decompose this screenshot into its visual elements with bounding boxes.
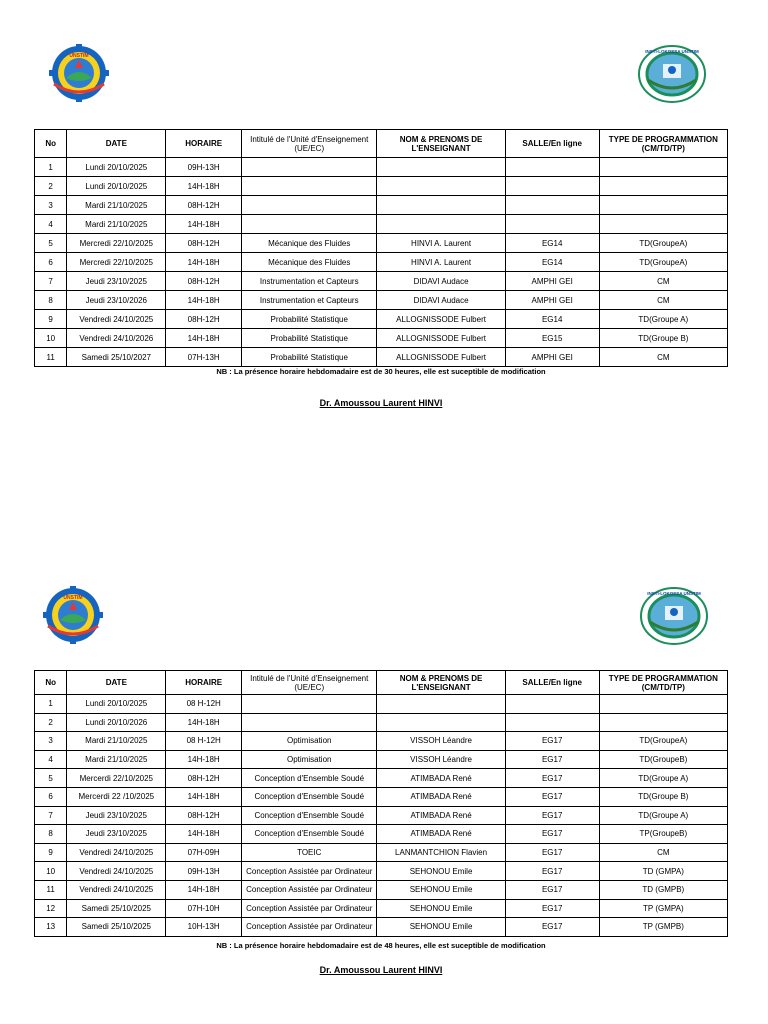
table-row [35, 880, 728, 899]
cell-horaire: 08H-12H [166, 310, 242, 329]
cell-ue: Conception d'Ensemble Soudé [242, 806, 377, 825]
cell-date: Samedi 25/10/2027 [67, 348, 166, 367]
cell-type: CM [599, 291, 727, 310]
cell-date: Mardi 21/10/2025 [67, 750, 166, 769]
cell-type: TD (GMPB) [599, 880, 727, 899]
col-type: TYPE DE PROGRAMMATION (CM/TD/TP) [599, 671, 727, 695]
table-row [35, 899, 728, 918]
cell-no: 10 [35, 329, 67, 348]
unstim-logo-text: UNSTIM [69, 53, 89, 59]
table-row [35, 769, 728, 788]
cell-ue: Probabilité Statistique [242, 329, 377, 348]
cell-no: 8 [35, 291, 67, 310]
cell-horaire: 08H-12H [166, 806, 242, 825]
cell-horaire: 14H-18H [166, 291, 242, 310]
cell-enseignant [377, 713, 505, 732]
table-row [35, 234, 728, 253]
cell-salle: EG17 [505, 806, 599, 825]
cell-horaire: 14H-18H [166, 329, 242, 348]
cell-no: 6 [35, 253, 67, 272]
table-row [35, 918, 728, 937]
insti-logo-text: INSTI-LOKOSSA UNSTIM [647, 591, 701, 596]
table-row [35, 713, 728, 732]
cell-enseignant [377, 215, 505, 234]
schedule-table-1 [34, 129, 728, 367]
table-row [35, 253, 728, 272]
cell-ue: Conception Assistée par Ordinateur [242, 862, 377, 881]
cell-salle [505, 196, 599, 215]
note-2: NB : La présence horaire hebdomadaire est de 48 heures, elle est suceptible de modification [216, 941, 546, 950]
cell-horaire: 08 H-12H [166, 732, 242, 751]
cell-salle [505, 695, 599, 714]
cell-enseignant [377, 196, 505, 215]
cell-date: Vendredi 24/10/2026 [67, 329, 166, 348]
cell-type: TD (GMPA) [599, 862, 727, 881]
cell-type [599, 215, 727, 234]
col-ue: Intitulé de l'Unité d'Enseignement (UE/EC) [242, 130, 377, 158]
cell-enseignant: HINVI A. Laurent [377, 234, 505, 253]
cell-date: Vendredi 24/10/2025 [67, 862, 166, 881]
cell-salle: EG17 [505, 918, 599, 937]
cell-type [599, 713, 727, 732]
cell-ue [242, 196, 377, 215]
schedule-table-2 [34, 670, 728, 937]
cell-salle: EG17 [505, 787, 599, 806]
cell-ue [242, 713, 377, 732]
cell-date: Vendredi 24/10/2025 [67, 880, 166, 899]
cell-horaire: 14H-18H [166, 215, 242, 234]
cell-enseignant: VISSOH Léandre [377, 732, 505, 751]
cell-date: Lundi 20/10/2025 [67, 177, 166, 196]
col-enseignant: NOM & PRENOMS DE L'ENSEIGNANT [377, 130, 505, 158]
table-row [35, 158, 728, 177]
cell-horaire: 07H-10H [166, 899, 242, 918]
unstim-logo-text: UNSTIM [63, 595, 83, 601]
cell-ue: Conception d'Ensemble Soudé [242, 825, 377, 844]
cell-no: 7 [35, 806, 67, 825]
cell-type: TP (GMPA) [599, 899, 727, 918]
cell-date: Mercredi 22/10/2025 [67, 234, 166, 253]
cell-no: 8 [35, 825, 67, 844]
cell-ue: Instrumentation et Capteurs [242, 291, 377, 310]
cell-salle: EG17 [505, 843, 599, 862]
cell-ue: TOEIC [242, 843, 377, 862]
cell-date: Jeudi 23/10/2025 [67, 825, 166, 844]
cell-date: Mardi 21/10/2025 [67, 732, 166, 751]
cell-enseignant: ATIMBADA René [377, 825, 505, 844]
table-row [35, 750, 728, 769]
cell-salle [505, 177, 599, 196]
cell-salle: EG17 [505, 769, 599, 788]
table-header-row [35, 671, 728, 695]
cell-horaire: 08H-12H [166, 196, 242, 215]
cell-no: 1 [35, 158, 67, 177]
cell-enseignant [377, 177, 505, 196]
cell-salle: EG14 [505, 234, 599, 253]
cell-horaire: 14H-18H [166, 880, 242, 899]
cell-no: 4 [35, 750, 67, 769]
cell-enseignant: ATIMBADA René [377, 787, 505, 806]
cell-type: TD(GroupeA) [599, 234, 727, 253]
cell-type: TP(GroupeB) [599, 825, 727, 844]
insti-logo-text: INSTI-LOKOSSA UNSTIM [645, 49, 699, 54]
cell-no: 5 [35, 769, 67, 788]
table-row [35, 787, 728, 806]
cell-type: TD(Groupe B) [599, 329, 727, 348]
cell-horaire: 08H-12H [166, 272, 242, 291]
col-date: DATE [67, 671, 166, 695]
cell-type: CM [599, 272, 727, 291]
cell-salle: EG17 [505, 899, 599, 918]
cell-enseignant: ATIMBADA René [377, 769, 505, 788]
cell-horaire: 09H-13H [166, 862, 242, 881]
insti-lokossa-logo [636, 44, 708, 104]
cell-salle [505, 158, 599, 177]
cell-no: 11 [35, 348, 67, 367]
cell-type: TD(Groupe A) [599, 769, 727, 788]
table-row [35, 825, 728, 844]
table-row [35, 348, 728, 367]
table-header-row [35, 130, 728, 158]
note-1: NB : La présence horaire hebdomadaire est de 30 heures, elle est suceptible de modification [216, 367, 546, 376]
cell-enseignant: SEHONOU Emile [377, 862, 505, 881]
cell-enseignant: ALLOGNISSODE Fulbert [377, 348, 505, 367]
signature-1: Dr. Amoussou Laurent HINVI [319, 398, 443, 408]
signature-2: Dr. Amoussou Laurent HINVI [319, 965, 443, 975]
cell-type: CM [599, 843, 727, 862]
table-row [35, 215, 728, 234]
col-salle: SALLE/En ligne [505, 130, 599, 158]
cell-enseignant: DIDAVI Audace [377, 272, 505, 291]
cell-horaire: 08 H-12H [166, 695, 242, 714]
table-row [35, 732, 728, 751]
cell-no: 1 [35, 695, 67, 714]
cell-no: 2 [35, 713, 67, 732]
cell-salle: EG17 [505, 862, 599, 881]
table-row [35, 177, 728, 196]
cell-no: 13 [35, 918, 67, 937]
col-horaire: HORAIRE [166, 671, 242, 695]
table-row [35, 272, 728, 291]
cell-no: 6 [35, 787, 67, 806]
cell-date: Mercredi 22/10/2025 [67, 253, 166, 272]
col-ue: Intitulé de l'Unité d'Enseignement (UE/EC) [242, 671, 377, 695]
cell-no: 2 [35, 177, 67, 196]
cell-salle [505, 215, 599, 234]
cell-type: TD(Groupe A) [599, 310, 727, 329]
cell-date: Mercerdi 22 /10/2025 [67, 787, 166, 806]
cell-ue: Conception d'Ensemble Soudé [242, 769, 377, 788]
cell-type [599, 158, 727, 177]
cell-salle: AMPHI GEI [505, 272, 599, 291]
col-no: No [35, 671, 67, 695]
cell-date: Jeudi 23/10/2025 [67, 272, 166, 291]
table-row [35, 695, 728, 714]
cell-ue: Instrumentation et Capteurs [242, 272, 377, 291]
cell-type [599, 695, 727, 714]
cell-no: 10 [35, 862, 67, 881]
cell-no: 9 [35, 310, 67, 329]
cell-ue: Conception Assistée par Ordinateur [242, 918, 377, 937]
unstim-logo [40, 44, 118, 102]
cell-salle: AMPHI GEI [505, 291, 599, 310]
cell-salle: AMPHI GEI [505, 348, 599, 367]
cell-no: 5 [35, 234, 67, 253]
cell-ue: Conception Assistée par Ordinateur [242, 899, 377, 918]
cell-enseignant [377, 695, 505, 714]
cell-salle: EG17 [505, 880, 599, 899]
cell-horaire: 07H-09H [166, 843, 242, 862]
col-enseignant: NOM & PRENOMS DE L'ENSEIGNANT [377, 671, 505, 695]
cell-horaire: 14H-18H [166, 713, 242, 732]
cell-horaire: 10H-13H [166, 918, 242, 937]
cell-horaire: 09H-13H [166, 158, 242, 177]
cell-enseignant: HINVI A. Laurent [377, 253, 505, 272]
cell-enseignant: SEHONOU Emile [377, 899, 505, 918]
cell-ue: Conception d'Ensemble Soudé [242, 787, 377, 806]
cell-type: TD(Groupe A) [599, 806, 727, 825]
cell-enseignant: DIDAVI Audace [377, 291, 505, 310]
unstim-logo [34, 586, 112, 644]
table-row [35, 862, 728, 881]
cell-no: 9 [35, 843, 67, 862]
cell-type: TP (GMPB) [599, 918, 727, 937]
col-date: DATE [67, 130, 166, 158]
cell-enseignant: SEHONOU Emile [377, 880, 505, 899]
cell-enseignant: ALLOGNISSODE Fulbert [377, 310, 505, 329]
cell-date: Lundi 20/10/2026 [67, 713, 166, 732]
cell-no: 3 [35, 732, 67, 751]
cell-horaire: 14H-18H [166, 825, 242, 844]
cell-ue [242, 158, 377, 177]
cell-type [599, 177, 727, 196]
cell-ue: Mécanique des Fluides [242, 234, 377, 253]
col-salle: SALLE/En ligne [505, 671, 599, 695]
cell-enseignant: ATIMBADA René [377, 806, 505, 825]
table-row [35, 843, 728, 862]
cell-date: Lundi 20/10/2025 [67, 695, 166, 714]
cell-horaire: 08H-12H [166, 769, 242, 788]
cell-horaire: 14H-18H [166, 253, 242, 272]
cell-type: CM [599, 348, 727, 367]
cell-date: Vendredi 24/10/2025 [67, 310, 166, 329]
col-no: No [35, 130, 67, 158]
cell-type: TD(Groupe B) [599, 787, 727, 806]
cell-horaire: 07H-13H [166, 348, 242, 367]
table-row [35, 806, 728, 825]
cell-date: Mardi 21/10/2025 [67, 196, 166, 215]
table-row [35, 196, 728, 215]
cell-no: 11 [35, 880, 67, 899]
cell-ue: Conception Assistée par Ordinateur [242, 880, 377, 899]
cell-date: Samedi 25/10/2025 [67, 918, 166, 937]
cell-enseignant: ALLOGNISSODE Fulbert [377, 329, 505, 348]
cell-no: 12 [35, 899, 67, 918]
cell-horaire: 14H-18H [166, 750, 242, 769]
cell-ue: Probabilité Statistique [242, 310, 377, 329]
cell-enseignant: VISSOH Léandre [377, 750, 505, 769]
cell-ue: Optimisation [242, 732, 377, 751]
cell-ue [242, 695, 377, 714]
cell-horaire: 14H-18H [166, 177, 242, 196]
cell-type [599, 196, 727, 215]
cell-date: Samedi 25/10/2025 [67, 899, 166, 918]
cell-date: Vendredi 24/10/2025 [67, 843, 166, 862]
cell-no: 7 [35, 272, 67, 291]
cell-horaire: 14H-18H [166, 787, 242, 806]
col-horaire: HORAIRE [166, 130, 242, 158]
cell-enseignant: LANMANTCHION Flavien [377, 843, 505, 862]
cell-ue: Probabilité Statistique [242, 348, 377, 367]
table-row [35, 329, 728, 348]
cell-date: Mercerdi 22/10/2025 [67, 769, 166, 788]
cell-date: Lundi 20/10/2025 [67, 158, 166, 177]
insti-lokossa-logo [638, 586, 710, 646]
cell-salle: EG17 [505, 750, 599, 769]
cell-no: 3 [35, 196, 67, 215]
cell-date: Jeudi 23/10/2026 [67, 291, 166, 310]
cell-ue: Optimisation [242, 750, 377, 769]
table-row [35, 291, 728, 310]
cell-enseignant: SEHONOU Emile [377, 918, 505, 937]
cell-ue: Mécanique des Fluides [242, 253, 377, 272]
cell-salle: EG17 [505, 825, 599, 844]
cell-salle: EG14 [505, 310, 599, 329]
cell-salle: EG14 [505, 253, 599, 272]
cell-ue [242, 215, 377, 234]
cell-date: Jeudi 23/10/2025 [67, 806, 166, 825]
cell-salle [505, 713, 599, 732]
cell-salle: EG15 [505, 329, 599, 348]
cell-no: 4 [35, 215, 67, 234]
cell-ue [242, 177, 377, 196]
cell-type: TD(GroupeB) [599, 750, 727, 769]
cell-enseignant [377, 158, 505, 177]
cell-type: TD(GroupeA) [599, 732, 727, 751]
cell-salle: EG17 [505, 732, 599, 751]
table-row [35, 310, 728, 329]
col-type: TYPE DE PROGRAMMATION (CM/TD/TP) [599, 130, 727, 158]
cell-date: Mardi 21/10/2025 [67, 215, 166, 234]
cell-horaire: 08H-12H [166, 234, 242, 253]
cell-type: TD(GroupeA) [599, 253, 727, 272]
